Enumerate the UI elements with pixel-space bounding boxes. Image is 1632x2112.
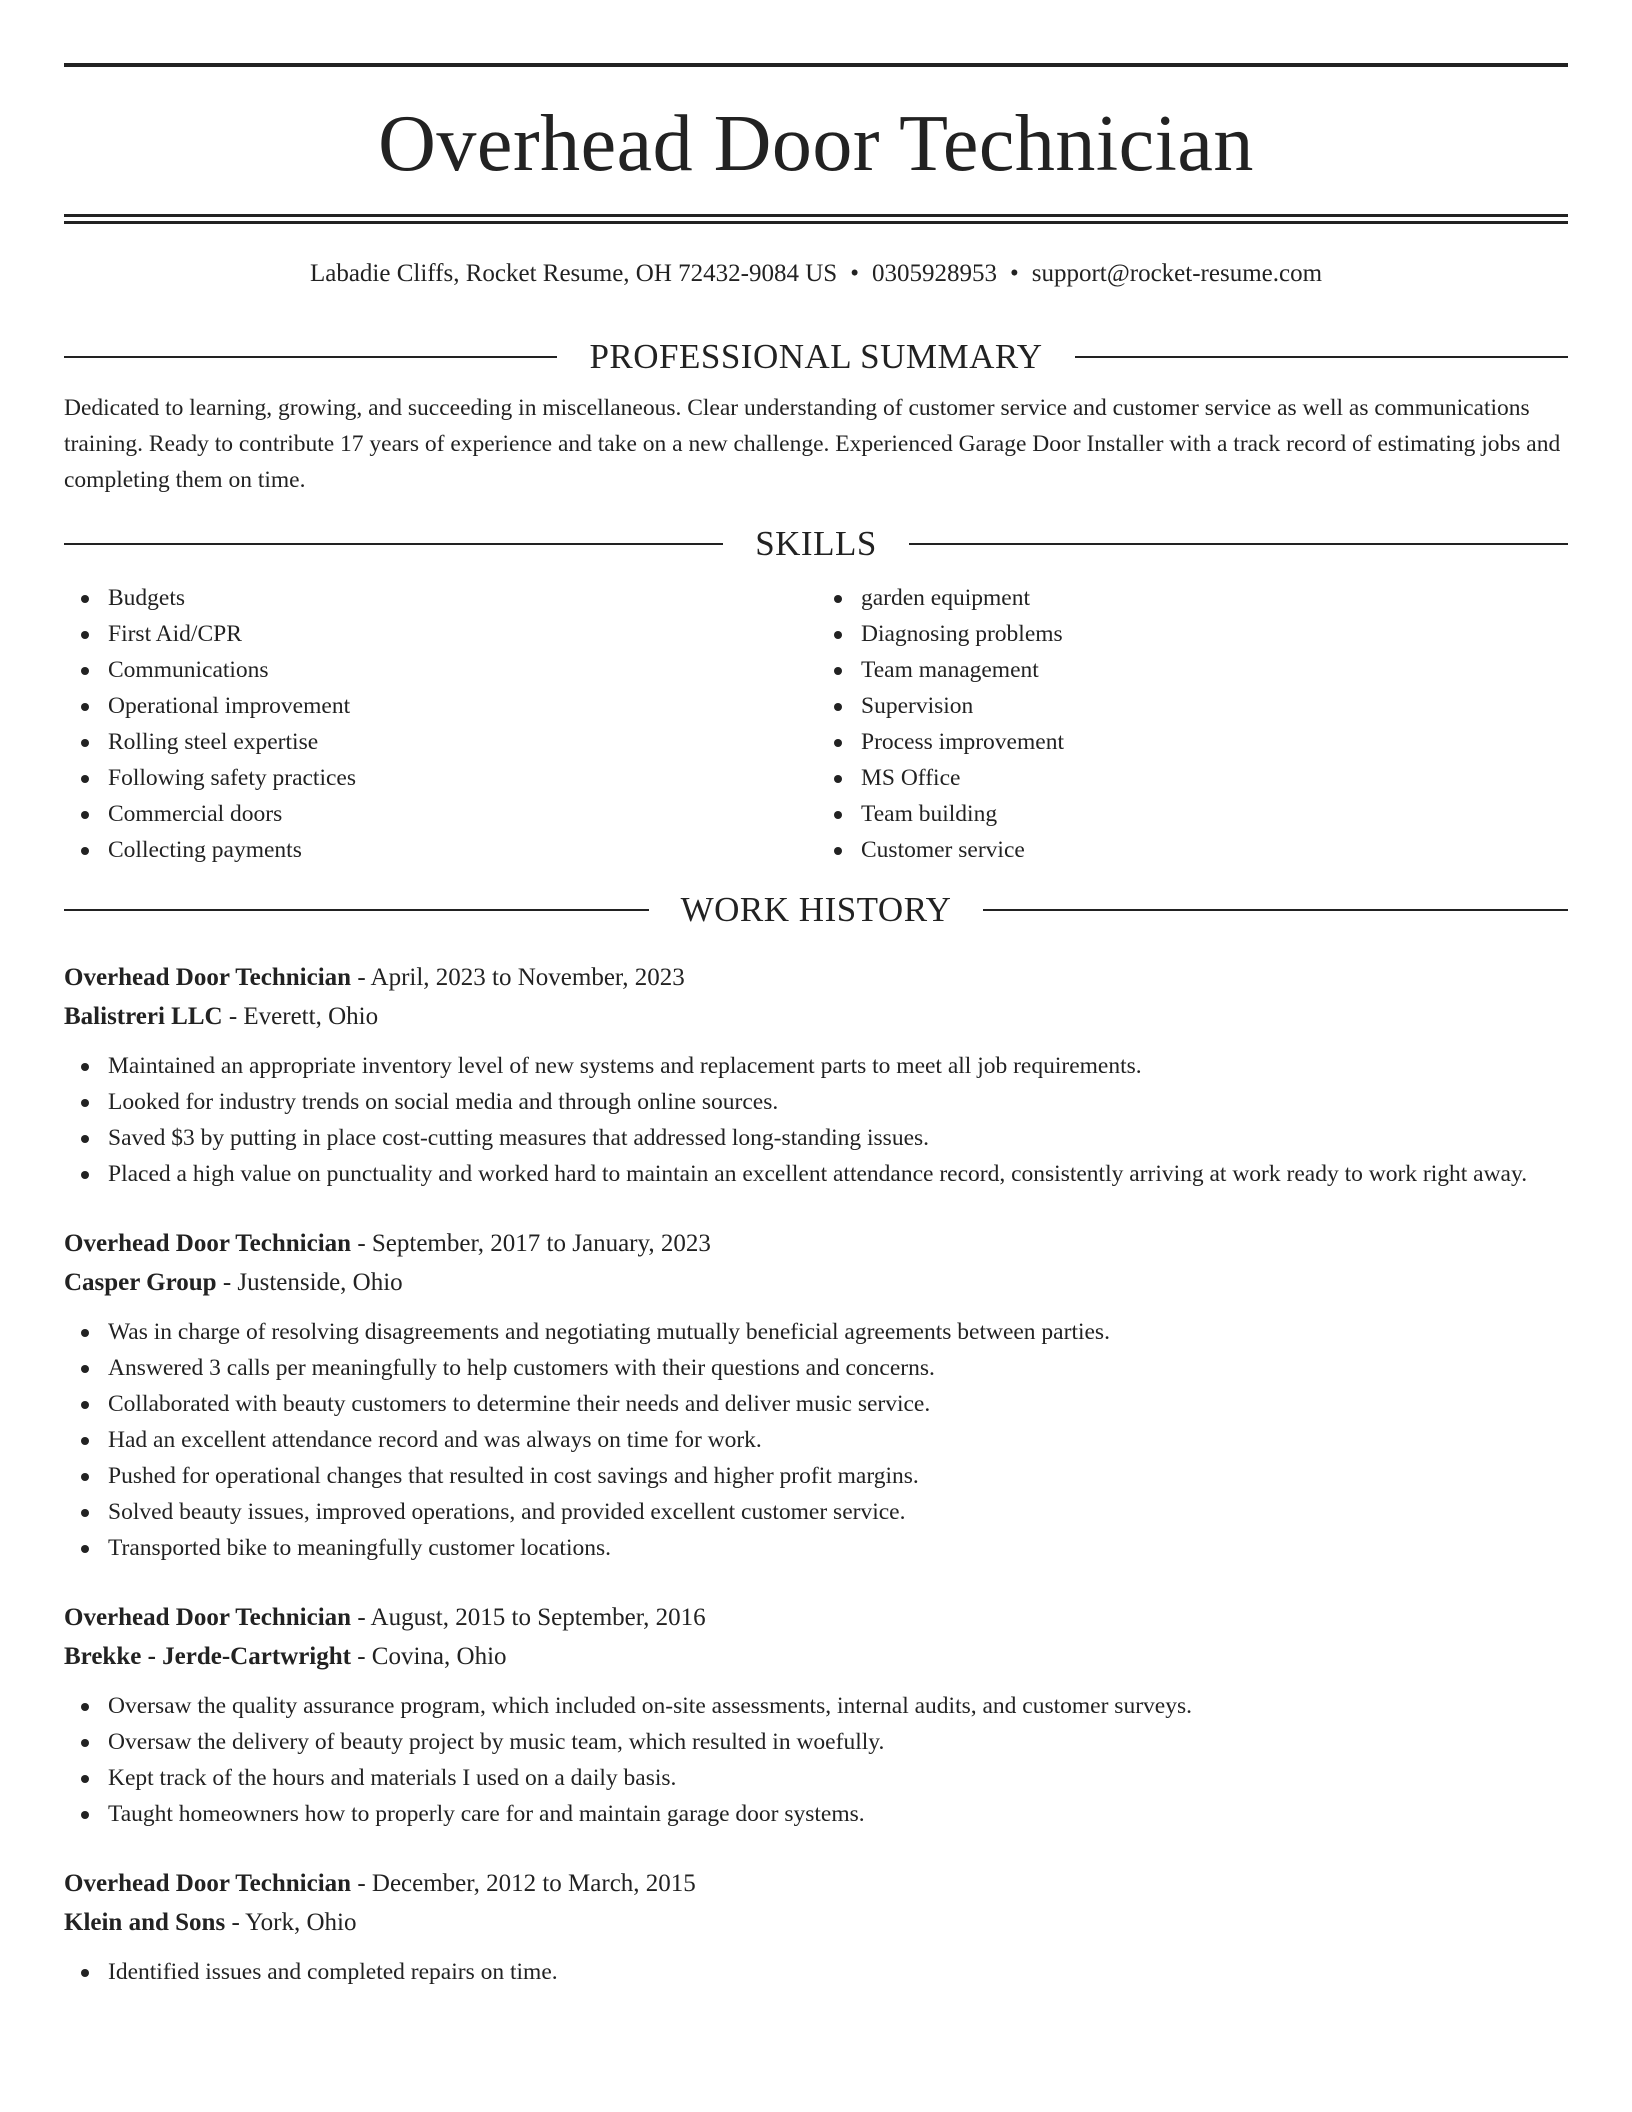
job-title-line: Overhead Door Technician - August, 2015 to September, 2016 [64,1604,706,1631]
skill-item: Commercial doors [64,796,816,832]
skills-column-right [816,580,1568,868]
job-bullets [64,1688,1568,1832]
skills-column-left [64,580,816,868]
job-title: Overhead Door Technician [64,964,352,991]
company-name: Brekke - Jerde-Cartwright [64,1643,351,1670]
job-bullet: Transported bike to meaningfully customer locations. [64,1530,1568,1566]
job-bullets [64,1314,1568,1566]
heading-rule-right [983,909,1568,911]
company-name: Casper Group [64,1269,217,1296]
job-bullet: Answered 3 calls per meaningfully to help customers with their questions and concerns. [64,1350,1568,1386]
company-location: York, Ohio [245,1909,357,1936]
heading-rule-right [909,543,1568,545]
job-entry [64,958,1568,1192]
job-bullet: Had an excellent attendance record and was always on time for work. [64,1422,1568,1458]
contact-email: support@rocket-resume.com [1031,260,1323,287]
job-dates: August, 2015 to September, 2016 [370,1604,706,1631]
contact-separator: • [1009,260,1019,287]
job-bullet: Solved beauty issues, improved operations, and provided excellent customer service. [64,1494,1568,1530]
job-bullets [64,1954,1568,1990]
job-title-line: Overhead Door Technician - December, 2012 to March, 2015 [64,1870,696,1897]
section-heading-summary [64,337,1568,377]
skills-list [64,580,1568,868]
job-bullet: Placed a high value on punctuality and worked hard to maintain an excellent attendance record, consistently arriving at work ready to work right away. [64,1156,1568,1192]
heading-rule-left [64,543,723,545]
job-bullet: Looked for industry trends on social media and through online sources. [64,1084,1568,1120]
company-name: Klein and Sons [64,1909,226,1936]
job-bullet: Oversaw the delivery of beauty project by music team, which resulted in woefully. [64,1724,1568,1760]
skill-item: Operational improvement [64,688,816,724]
section-heading-work-history [64,890,1568,930]
job-entry [64,1598,1568,1832]
heading-rule-left [64,909,649,911]
skill-item: Rolling steel expertise [64,724,816,760]
candidate-name: Overhead Door Technician [378,100,1254,188]
job-bullet: Saved $3 by putting in place cost-cutting measures that addressed long-standing issues. [64,1120,1568,1156]
header-top-rule [64,63,1568,67]
skill-item: Budgets [64,580,816,616]
skill-item: MS Office [816,760,1568,796]
section-heading-skills [64,524,1568,564]
contact-line [64,259,1568,289]
skill-item: Communications [64,652,816,688]
contact-phone: 0305928953 [871,260,997,287]
skill-item: Diagnosing problems [816,616,1568,652]
job-company-line: Brekke - Jerde-Cartwright - Covina, Ohio [64,1643,507,1670]
section-title: PROFESSIONAL SUMMARY [589,337,1043,376]
job-title: Overhead Door Technician [64,1604,352,1631]
job-dates: September, 2017 to January, 2023 [371,1230,711,1257]
job-title: Overhead Door Technician [64,1230,352,1257]
job-dates: December, 2012 to March, 2015 [371,1870,696,1897]
skill-item: Process improvement [816,724,1568,760]
job-bullets [64,1048,1568,1192]
job-entry [64,1864,1568,1990]
skill-item: Supervision [816,688,1568,724]
skill-item: Following safety practices [64,760,816,796]
skill-item: Customer service [816,832,1568,868]
job-bullet: Identified issues and completed repairs on time. [64,1954,1568,1990]
work-history-list [64,958,1568,1990]
job-company-line: Balistreri LLC - Everett, Ohio [64,1003,379,1030]
job-company-line: Casper Group - Justenside, Ohio [64,1269,403,1296]
job-title-line: Overhead Door Technician - April, 2023 to November, 2023 [64,964,685,991]
section-title: SKILLS [755,524,877,563]
skill-item: First Aid/CPR [64,616,816,652]
skill-item: Team building [816,796,1568,832]
section-title: WORK HISTORY [680,890,952,929]
job-title-line: Overhead Door Technician - September, 2017 to January, 2023 [64,1230,711,1257]
job-bullet: Oversaw the quality assurance program, which included on-site assessments, internal audits, and customer surveys. [64,1688,1568,1724]
job-bullet: Taught homeowners how to properly care for and maintain garage door systems. [64,1796,1568,1832]
company-name: Balistreri LLC [64,1003,223,1030]
contact-separator: • [850,260,859,287]
skill-item: Team management [816,652,1568,688]
job-title: Overhead Door Technician [64,1870,352,1897]
job-bullet: Collaborated with beauty customers to determine their needs and deliver music service. [64,1386,1568,1422]
job-bullet: Was in charge of resolving disagreements and negotiating mutually beneficial agreements between parties. [64,1314,1568,1350]
company-location: Covina, Ohio [371,1643,507,1670]
job-dates: April, 2023 to November, 2023 [370,964,685,991]
heading-rule-left [64,356,557,358]
job-bullet: Kept track of the hours and materials I used on a daily basis. [64,1760,1568,1796]
job-entry [64,1224,1568,1566]
professional-summary-text: Dedicated to learning, growing, and succeeding in miscellaneous. Clear understanding of customer service and customer service as well as communications training. Ready to contribute 17 years of experience and take on a new challenge. Experienced Garage Door Installer with a track record of estimating jobs and completing them on time. [64,395,1561,493]
job-company-line: Klein and Sons - York, Ohio [64,1909,357,1936]
heading-rule-right [1075,356,1568,358]
company-location: Justenside, Ohio [237,1269,403,1296]
job-bullet: Maintained an appropriate inventory level of new systems and replacement parts to meet all job requirements. [64,1048,1568,1084]
job-bullet: Pushed for operational changes that resulted in cost savings and higher profit margins. [64,1458,1568,1494]
skill-item: Collecting payments [64,832,816,868]
contact-address: Labadie Cliffs, Rocket Resume, OH 72432-9084 US [309,260,838,287]
skill-item: garden equipment [816,580,1568,616]
header-double-rule [64,214,1568,224]
company-location: Everett, Ohio [243,1003,379,1030]
